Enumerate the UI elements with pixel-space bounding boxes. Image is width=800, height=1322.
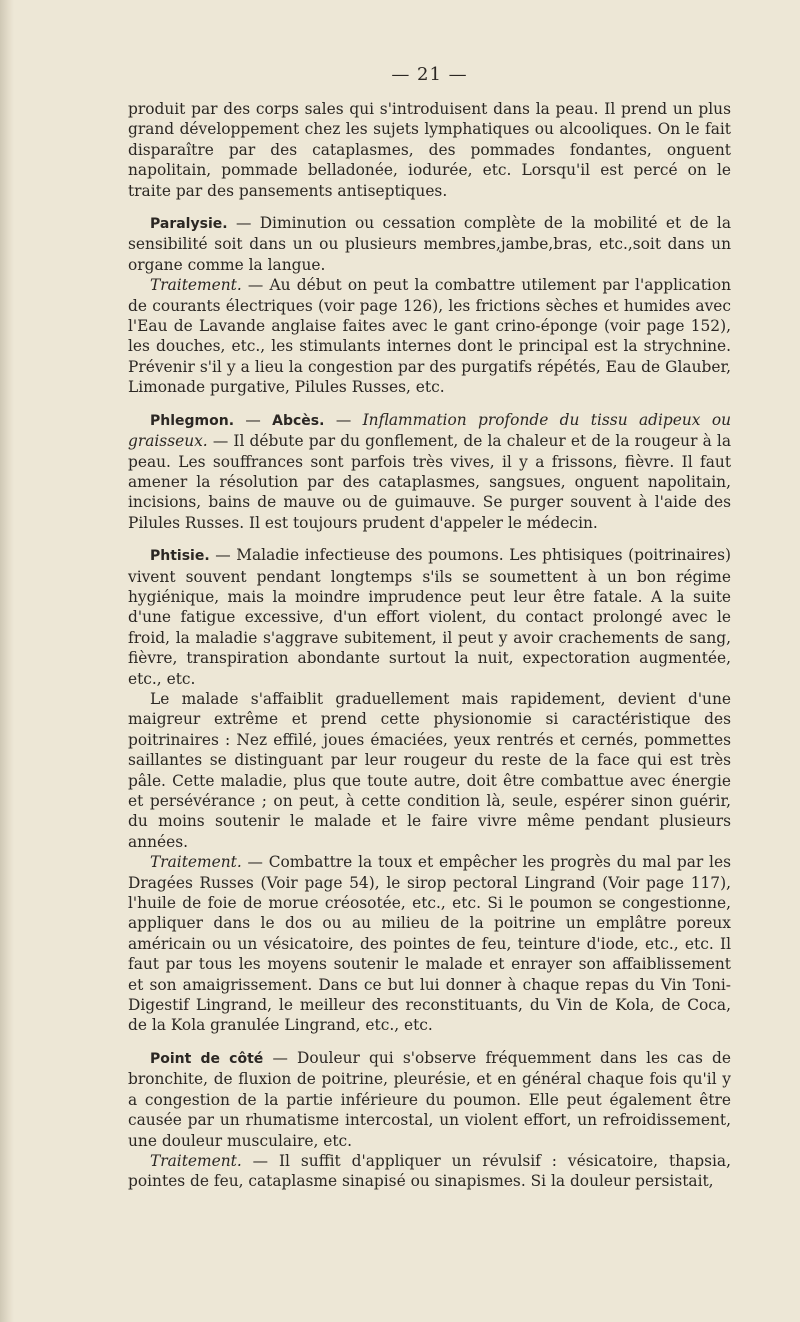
- entry-term: Point de côté: [150, 1050, 264, 1067]
- entry-term-secondary: Abcès.: [272, 412, 325, 429]
- treatment-label: Traitement.: [150, 1151, 242, 1170]
- entry-term: Phtisie.: [150, 548, 210, 565]
- treatment-phtisie: Traitement. — Combattre la toux et empêcher les progrès du mal par les Dragées Russes (Voir page 54), le sirop pectoral Lingrand (Voir page 117), l'huile de foie de morue créosotée, etc., etc. Si le poumon se congestionne, appliquer dans le dos ou au milieu de la poitrine un emplâtre poreux américain ou un vésicatoire, des pointes de feu, teinture d'iode, etc., etc. Il faut par tous les moyens soutenir le malade et enrayer son affaiblissement et son amaigrissement. Dans ce but lui donner à chaque repas du Vin Toni-Digestif Lingrand, le meilleur des reconstituants, du Vin de Kola, de Coca, de la Kola granulée Lingrand, etc., etc.: [128, 853, 731, 1035]
- entry-paralysie: Paralysie. — Diminution ou cessation complète de la mobilité et de la sensibilité soit dans un ou plusieurs membres,jambe,bras, etc.,soit dans un organe comme la langue.: [128, 214, 731, 274]
- paragraph-phtisie-symptoms: Le malade s'affaiblit graduellement mais rapidement, devient d'une maigreur extrême et prend cette physionomie si caractéristique des poitrinaires : Nez effilé, joues émaciées, yeux rentrés et cernés, pommettes saillantes se distinguant par leur rougeur du reste de la face qui est très pâle. Cette maladie, plus que toute autre, doit être combattue avec énergie et persévérance ; on peut, à cette condition là, seule, espérer sinon guérir, du moins soutenir le malade et le faire vivre même pendant plusieurs années.: [128, 689, 731, 851]
- treatment-label: Traitement.: [150, 853, 242, 872]
- entry-term: Paralysie.: [150, 216, 228, 233]
- book-page: [128, 0, 731, 1322]
- entry-phtisie: Phtisie. — Maladie infectieuse des poumons. Les phtisiques (poitrinaires) vivent souvent pendant longtemps s'ils se soumettent à un bon régime hygiénique, mais la moindre imprudence peut leur être fatale. A la suite d'une fatigue excessive, d'un effort violent, du contact prolongé avec le froid, la maladie s'aggrave subitement, il peut y avoir crachements de sang, fièvre, transpiration abondante surtout la nuit, expectoration augmentée, etc., etc.: [128, 546, 731, 688]
- entry-phlegmon: Phlegmon. — Abcès. — Inflammation profonde du tissu adipeux ou graisseux. — Il débute par du gonflement, de la chaleur et de la rougeur à la peau. Les souffrances sont parfois très vives, il y a frissons, fièvre. Il faut amener la résolution par des cataplasmes, sangsues, onguent napolitain, incisions, bains de mauve ou de guimauve. Se purger souvent à l'aide des Pilules Russes. Il est toujours prudent d'appeler le médecin.: [128, 410, 731, 532]
- treatment-label: Traitement.: [150, 276, 242, 295]
- paragraph-intro: produit par des corps sales qui s'introduisent dans la peau. Il prend un plus grand développement chez les sujets lymphatiques ou alcooliques. On le fait disparaître par des cataplasmes, des pommades fondantes, onguent napolitain, pommade belladonée, iodurée, etc. Lorsqu'il est percé on le traite par des pansements antiseptiques.: [128, 100, 731, 200]
- page-binding-edge: [0, 0, 14, 1322]
- entry-term: Phlegmon.: [150, 412, 235, 429]
- entry-point-de-cote: Point de côté — Douleur qui s'observe fréquemment dans les cas de bronchite, de fluxion de poitrine, pleurésie, et en général chaque fois qu'il y a congestion de la partie inférieure du poumon. Elle peut également être causée par un rhumatisme intercostal, un violent effort, un refroidissement, une douleur musculaire, etc.: [128, 1048, 731, 1150]
- entry-definition: Inflammation profonde du tissu adipeux ou graisseux.: [128, 410, 731, 451]
- page-number: — 21 —: [391, 64, 468, 85]
- treatment-point-de-cote: Traitement. — Il suffit d'appliquer un révulsif : vésicatoire, thapsia, pointes de feu, cataplasme sinapisé ou sinapismes. Si la douleur persistait,: [128, 1151, 731, 1191]
- treatment-paralysie: Traitement. — Au début on peut la combattre utilement par l'application de courants électriques (voir page 126), les frictions sèches et humides avec l'Eau de Lavande anglaise faites avec le gant crino-éponge (voir page 152), les douches, etc., les stimulants internes dont le principal est la strychnine. Prévenir s'il y a lieu la congestion par des purgatifs répétés, Eau de Glauber, Limonade purgative, Pilules Russes, etc.: [128, 276, 731, 397]
